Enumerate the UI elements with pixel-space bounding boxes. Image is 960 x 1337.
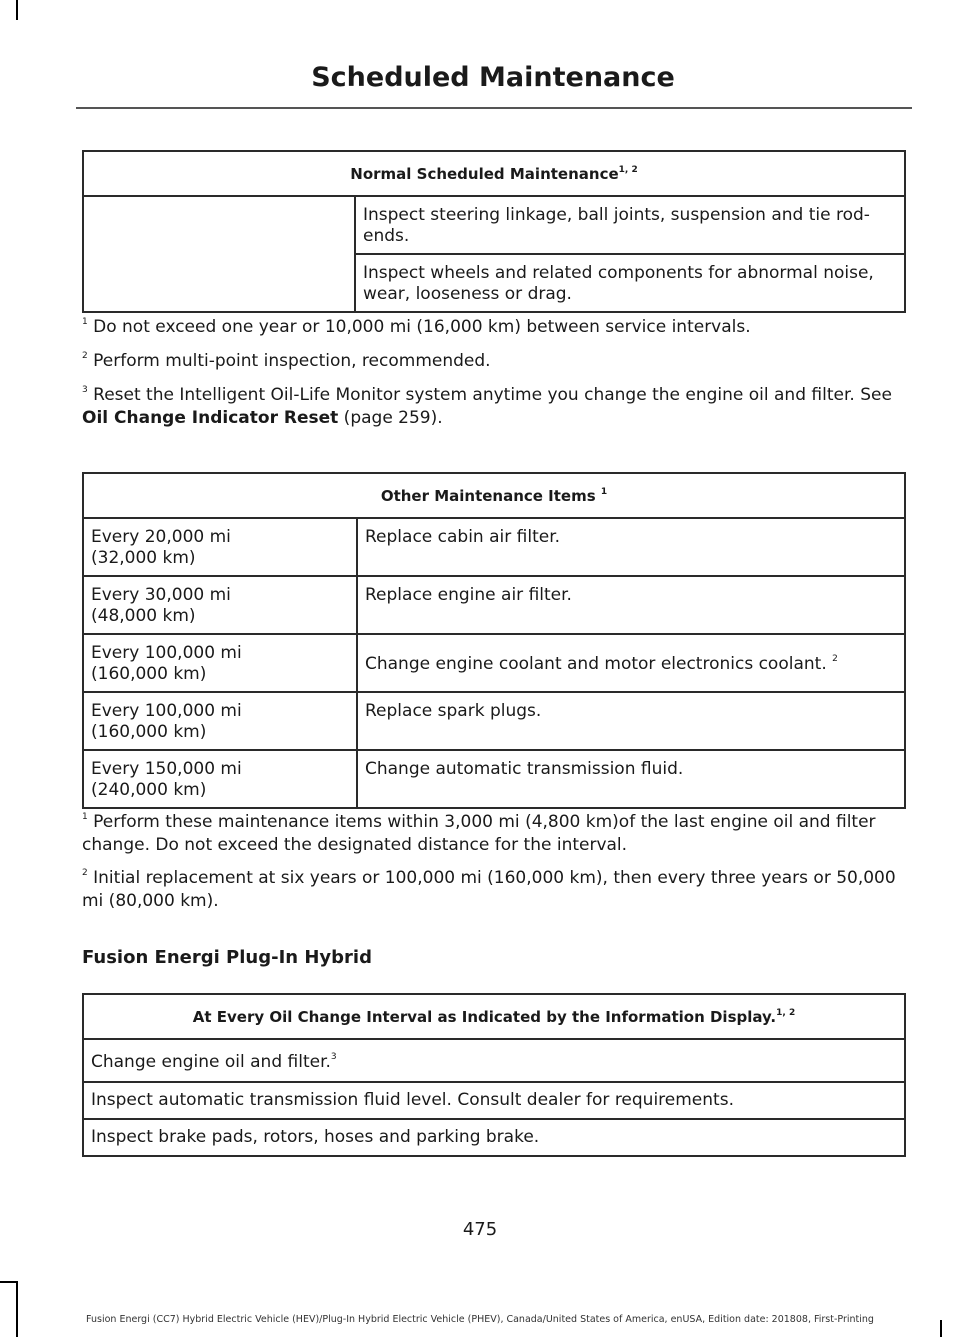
normal-maintenance-header: Normal Scheduled Maintenance$^{1, 2}$ <box>83 151 905 196</box>
other-maintenance-header: Other Maintenance Items $^1$ <box>83 473 905 518</box>
table-cell: Change engine oil and filter.$^3$ <box>83 1039 905 1082</box>
section-heading: Fusion Energi Plug-In Hybrid <box>82 947 372 968</box>
crop-mark-bottom-left <box>16 1282 18 1337</box>
item-cell: Replace spark plugs. <box>357 692 905 750</box>
other-maintenance-table <box>82 472 906 809</box>
interval-cell: Every 150,000 mi (240,000 km) <box>83 750 357 808</box>
table-row <box>83 634 905 692</box>
normal-maintenance-table <box>82 150 906 313</box>
table-row <box>83 750 905 808</box>
other-footnote-2: $^2$ Initial replacement at six years or 100,000 mi (160,000 km), then every three years or 50,000 mi (80,000 km). <box>82 868 896 911</box>
footer-text: Fusion Energi (CC7) Hybrid Electric Vehicle (HEV)/Plug-In Hybrid Electric Vehicle (PHEV), Canada/United States of America, enUSA, Edition date: 201808, First-Printing <box>86 1314 874 1325</box>
item-cell: Replace engine air filter. <box>357 576 905 634</box>
table-row <box>83 576 905 634</box>
crop-mark-bottom-left-h <box>0 1281 18 1283</box>
table-cell: Inspect brake pads, rotors, hoses and parking brake. <box>83 1119 905 1156</box>
table-row <box>83 692 905 750</box>
interval-cell-empty <box>83 196 355 312</box>
table-row <box>83 518 905 576</box>
interval-cell: Every 20,000 mi (32,000 km) <box>83 518 357 576</box>
footnote-2: $^2$ Perform multi-point inspection, recommended. <box>82 351 491 371</box>
table-row <box>83 1082 905 1119</box>
table-cell: Inspect wheels and related components for abnormal noise, wear, looseness or drag. <box>355 254 905 312</box>
interval-cell: Every 100,000 mi (160,000 km) <box>83 634 357 692</box>
page-title: Scheduled Maintenance <box>311 62 675 93</box>
crop-mark-top-left <box>16 0 18 20</box>
item-cell: Change engine coolant and motor electronics coolant. $^2$ <box>357 634 905 692</box>
title-divider <box>76 107 912 109</box>
table-row <box>83 1039 905 1082</box>
table-row <box>83 1119 905 1156</box>
footnote-1: $^1$ Do not exceed one year or 10,000 mi (16,000 km) between service intervals. <box>82 317 751 337</box>
oil-change-header: At Every Oil Change Interval as Indicated by the Information Display.$^{1, 2}$ <box>83 994 905 1039</box>
other-footnote-1: $^1$ Perform these maintenance items within 3,000 mi (4,800 km)of the last engine oil and filter change. Do not exceed the designated distance for the interval. <box>82 812 876 855</box>
table-cell: Inspect automatic transmission fluid level. Consult dealer for requirements. <box>83 1082 905 1119</box>
item-cell: Replace cabin air filter. <box>357 518 905 576</box>
footnote-3: $^3$ Reset the Intelligent Oil-Life Monitor system anytime you change the engine oil and filter. See Oil Change Indicator Reset (page 259). <box>82 385 892 428</box>
table-row <box>83 196 905 254</box>
page-number: 475 <box>462 1219 498 1240</box>
item-cell: Change automatic transmission fluid. <box>357 750 905 808</box>
interval-cell: Every 30,000 mi (48,000 km) <box>83 576 357 634</box>
oil-change-indicator-reset-link[interactable]: Oil Change Indicator Reset <box>82 408 339 428</box>
table-cell: Inspect steering linkage, ball joints, suspension and tie rod-ends. <box>355 196 905 254</box>
interval-cell: Every 100,000 mi (160,000 km) <box>83 692 357 750</box>
oil-change-table <box>82 993 906 1157</box>
